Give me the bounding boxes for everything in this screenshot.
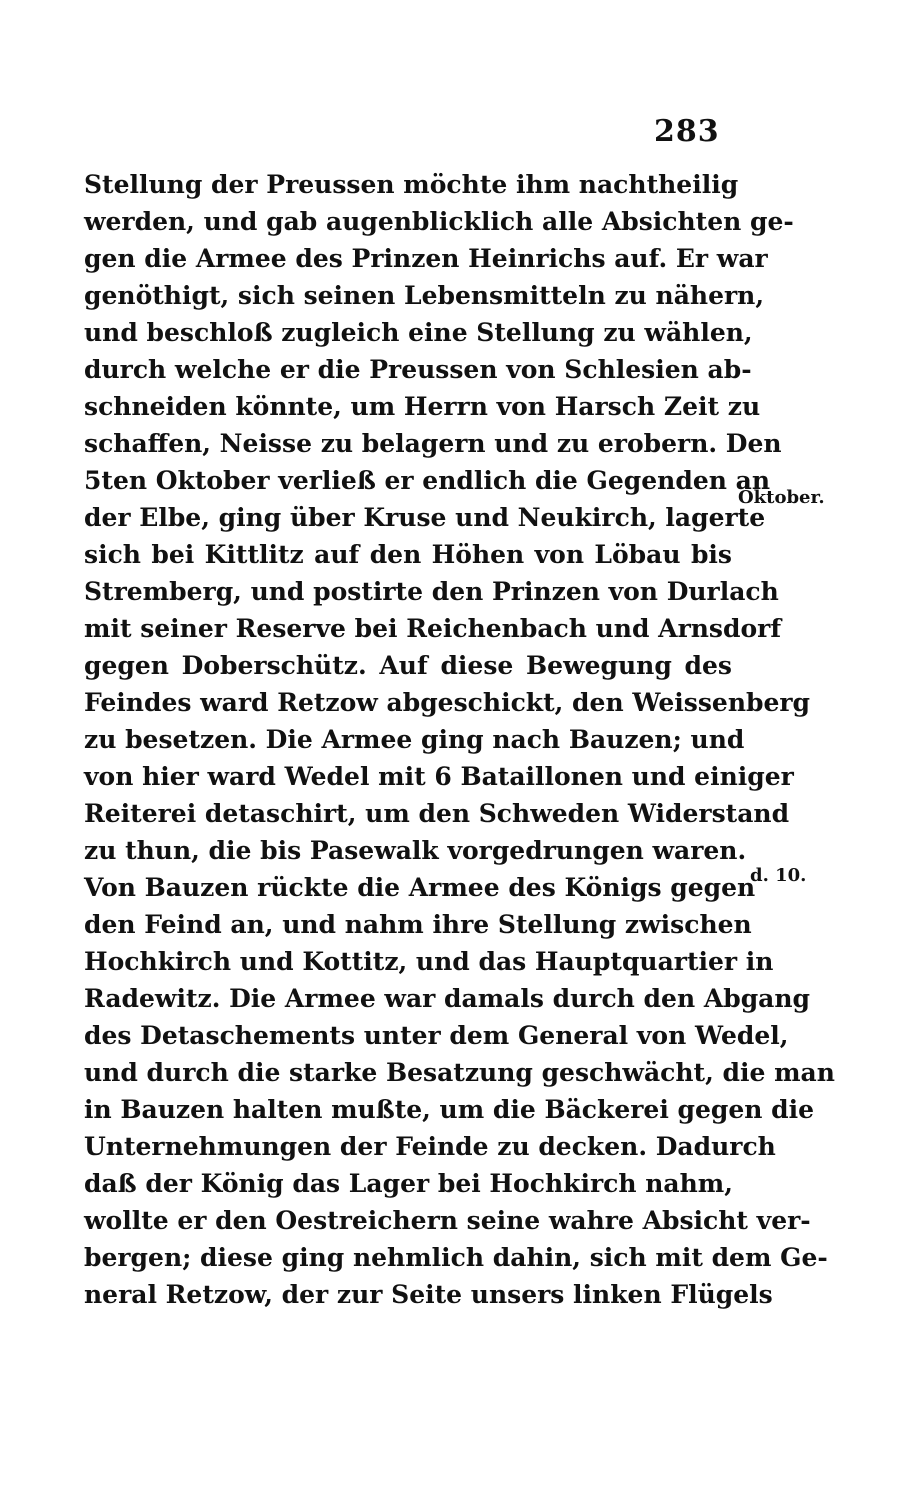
text-line: gegen Doberschütz. Auf diese Bewegung des [84, 651, 732, 680]
text-line: zu thun, die bis Pasewalk vorgedrungen waren. [84, 836, 747, 865]
text-line: werden, und gab augenblicklich alle Absichten ge- [84, 207, 794, 236]
page-number: 283 [654, 114, 720, 149]
text-line: daß der König das Lager bei Hochkirch nahm, [84, 1169, 733, 1198]
text-line: Von Bauzen rückte die Armee des Königs gegen [84, 873, 756, 902]
text-line: neral Retzow, der zur Seite unsers linken Flügels [84, 1280, 773, 1309]
text-line: Hochkirch und Kottitz, und das Hauptquartier in [84, 947, 774, 976]
text-line: und durch die starke Besatzung geschwächt, die man [84, 1058, 835, 1087]
text-line: schneiden könnte, um Herrn von Harsch Zeit zu [84, 392, 761, 421]
text-line: mit seiner Reserve bei Reichenbach und Arnsdorf [84, 614, 782, 643]
text-line: von hier ward Wedel mit 6 Bataillonen und einiger [84, 762, 794, 791]
text-line: Radewitz. Die Armee war damals durch den Abgang [84, 984, 811, 1013]
text-line: gen die Armee des Prinzen Heinrichs auf. Er war [84, 244, 768, 273]
text-line: wollte er den Oestreichern seine wahre Absicht ver- [84, 1206, 811, 1235]
text-line: 5ten Oktober verließ er endlich die Gegenden an [84, 466, 770, 495]
text-line: der Elbe, ging über Kruse und Neukirch, lagerte [84, 503, 766, 532]
margin-note-oktober: Oktober. [738, 487, 825, 508]
text-line: genöthigt, sich seinen Lebensmitteln zu nähern, [84, 281, 765, 310]
text-line: in Bauzen halten mußte, um die Bäckerei gegen die [84, 1095, 815, 1124]
text-line: zu besetzen. Die Armee ging nach Bauzen; und [84, 725, 745, 754]
text-line: sich bei Kittlitz auf den Höhen von Löbau bis [84, 540, 732, 569]
text-line: schaffen, Neisse zu belagern und zu erobern. Den [84, 429, 782, 458]
text-line: Unternehmungen der Feinde zu decken. Dadurch [84, 1132, 776, 1161]
text-line: Stremberg, und postirte den Prinzen von Durlach [84, 577, 779, 606]
text-line: bergen; diese ging nehmlich dahin, sich mit dem Ge- [84, 1243, 828, 1272]
text-line: Reiterei detaschirt, um den Schweden Widerstand [84, 799, 790, 828]
text-line: und beschloß zugleich eine Stellung zu wählen, [84, 318, 753, 347]
margin-note-date: d. 10. [750, 865, 807, 886]
text-line: des Detaschements unter dem General von Wedel, [84, 1021, 789, 1050]
text-line: Stellung der Preussen möchte ihm nachtheilig [84, 170, 739, 199]
text-line: den Feind an, und nahm ihre Stellung zwischen [84, 910, 752, 939]
text-line: durch welche er die Preussen von Schlesien ab- [84, 355, 752, 384]
text-line: Feindes ward Retzow abgeschickt, den Weissenberg [84, 688, 811, 717]
